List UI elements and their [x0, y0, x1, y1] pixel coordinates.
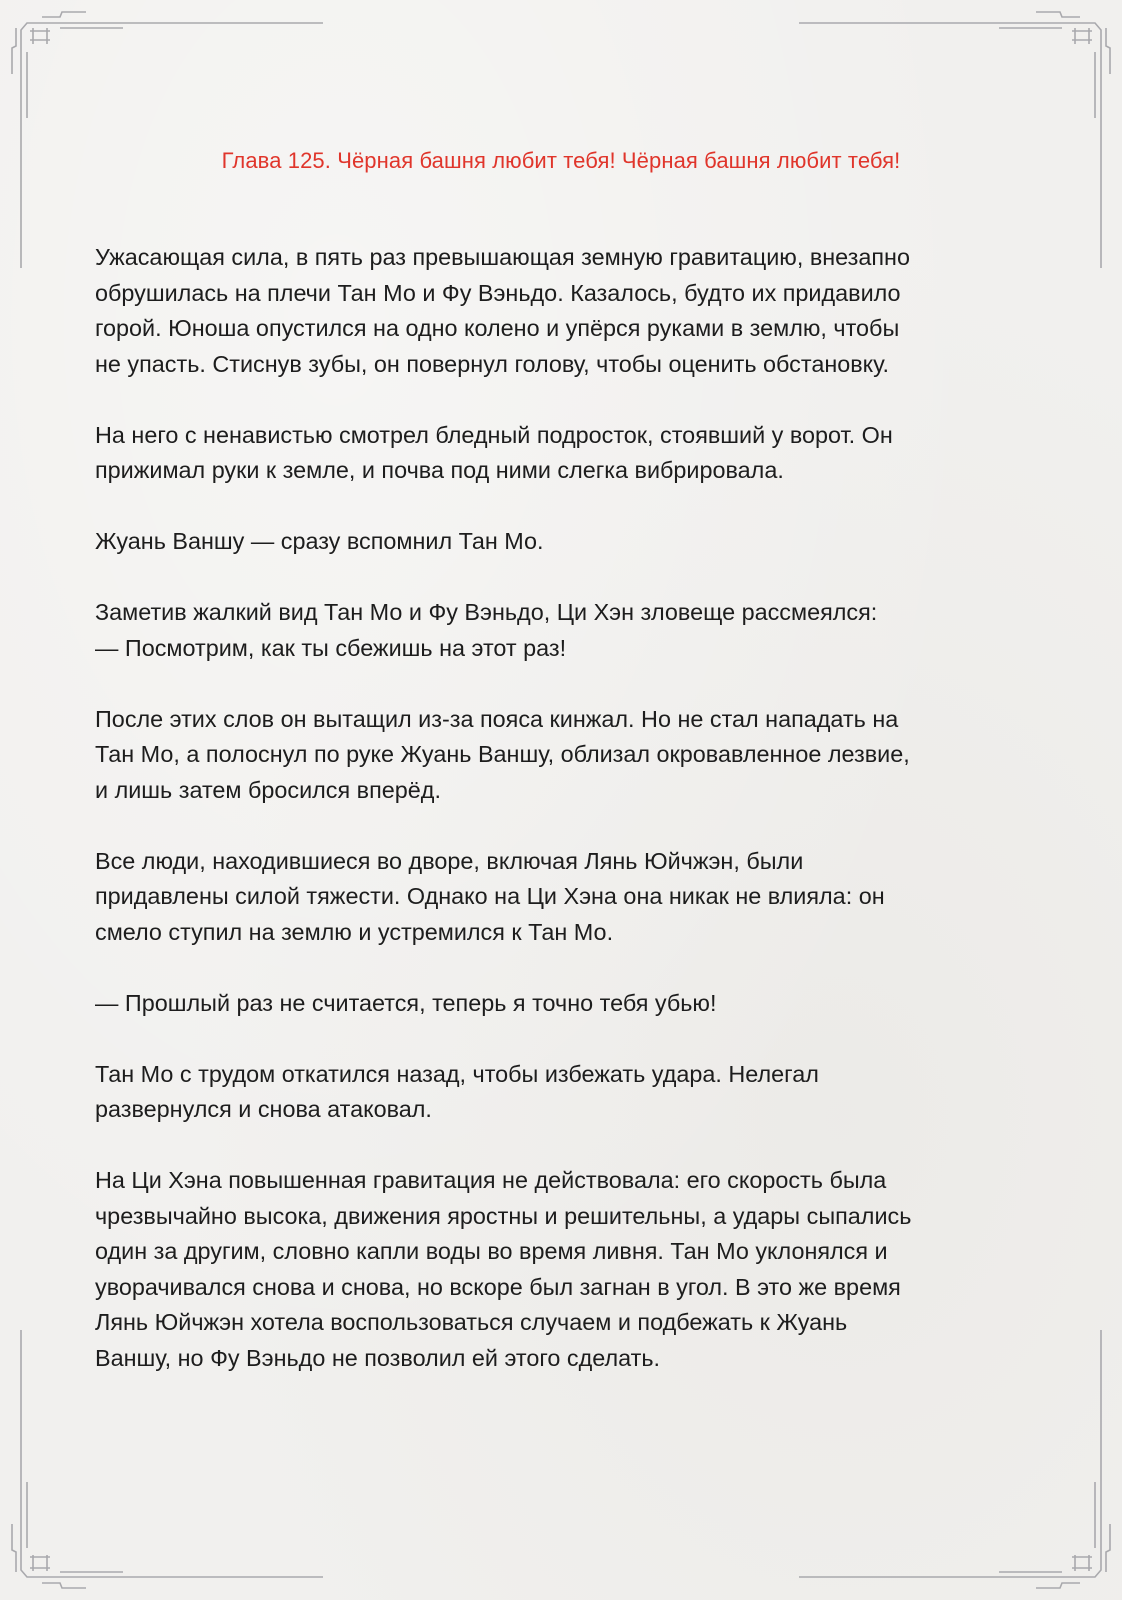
paragraph: Все люди, находившиеся во дворе, включая Лянь Юйчжэн, были придавлены силой тяжести. Однако на Ци Хэна она никак не влияла: он смело ступил на землю и устремился к Тан Мо. [95, 847, 885, 945]
paragraph: Жуань Ваншу — сразу вспомнил Тан Мо. [95, 528, 544, 554]
frame-corner-top-right [799, 12, 1110, 268]
paragraph: Заметив жалкий вид Тан Мо и Фу Вэньдо, Ци Хэн зловеще рассмеялся: — Посмотрим, как ты сбежишь на этот раз! [95, 599, 878, 661]
chapter-title: Глава 125. Чёрная башня любит тебя! Чёрная башня любит тебя! [221, 148, 901, 173]
paragraph: — Прошлый раз не считается, теперь я точно тебя убью! [95, 989, 717, 1016]
paragraph: Тан Мо с трудом откатился назад, чтобы избежать удара. Нелегал развернулся и снова атаковал. [95, 1060, 819, 1122]
paragraph: После этих слов он вытащил из-за пояса кинжал. Но не стал нападать на Тан Мо, а полоснул по руке Жуань Ваншу, облизал окровавленное лезвие, и лишь затем бросился вперёд. [95, 705, 910, 803]
paragraph: Ужасающая сила, в пять раз превышающая земную гравитацию, внезапно обрушилась на плечи Тан Мо и Фу Вэньдо. Казалось, будто их придавило горой. Юноша опустился на одно колено и упёрся руками в землю, чтобы не упасть. Стиснув зубы, он повернул голову, чтобы оценить обстановку. [95, 244, 910, 377]
paragraph: На него с ненавистью смотрел бледный подросток, стоявший у ворот. Он прижимал руки к земле, и почва под ними слегка вибрировала. [95, 421, 893, 483]
paragraph: На Ци Хэна повышенная гравитация не действовала: его скорость была чрезвычайно высока, движения яростны и решительны, а удары сыпались один за другим, словно капли воды во время ливня. Тан Мо уклонялся и уворачивался снова и снова, но вскоре был загнан в угол. В это же время Лянь Юйчжэн хотела воспользоваться случаем и подбежать к Жуань Ваншу, но Фу Вэньдо не позволил ей этого сделать. [95, 1167, 912, 1371]
frame-corner-top-left [12, 12, 323, 268]
chapter-body [95, 240, 1030, 1412]
